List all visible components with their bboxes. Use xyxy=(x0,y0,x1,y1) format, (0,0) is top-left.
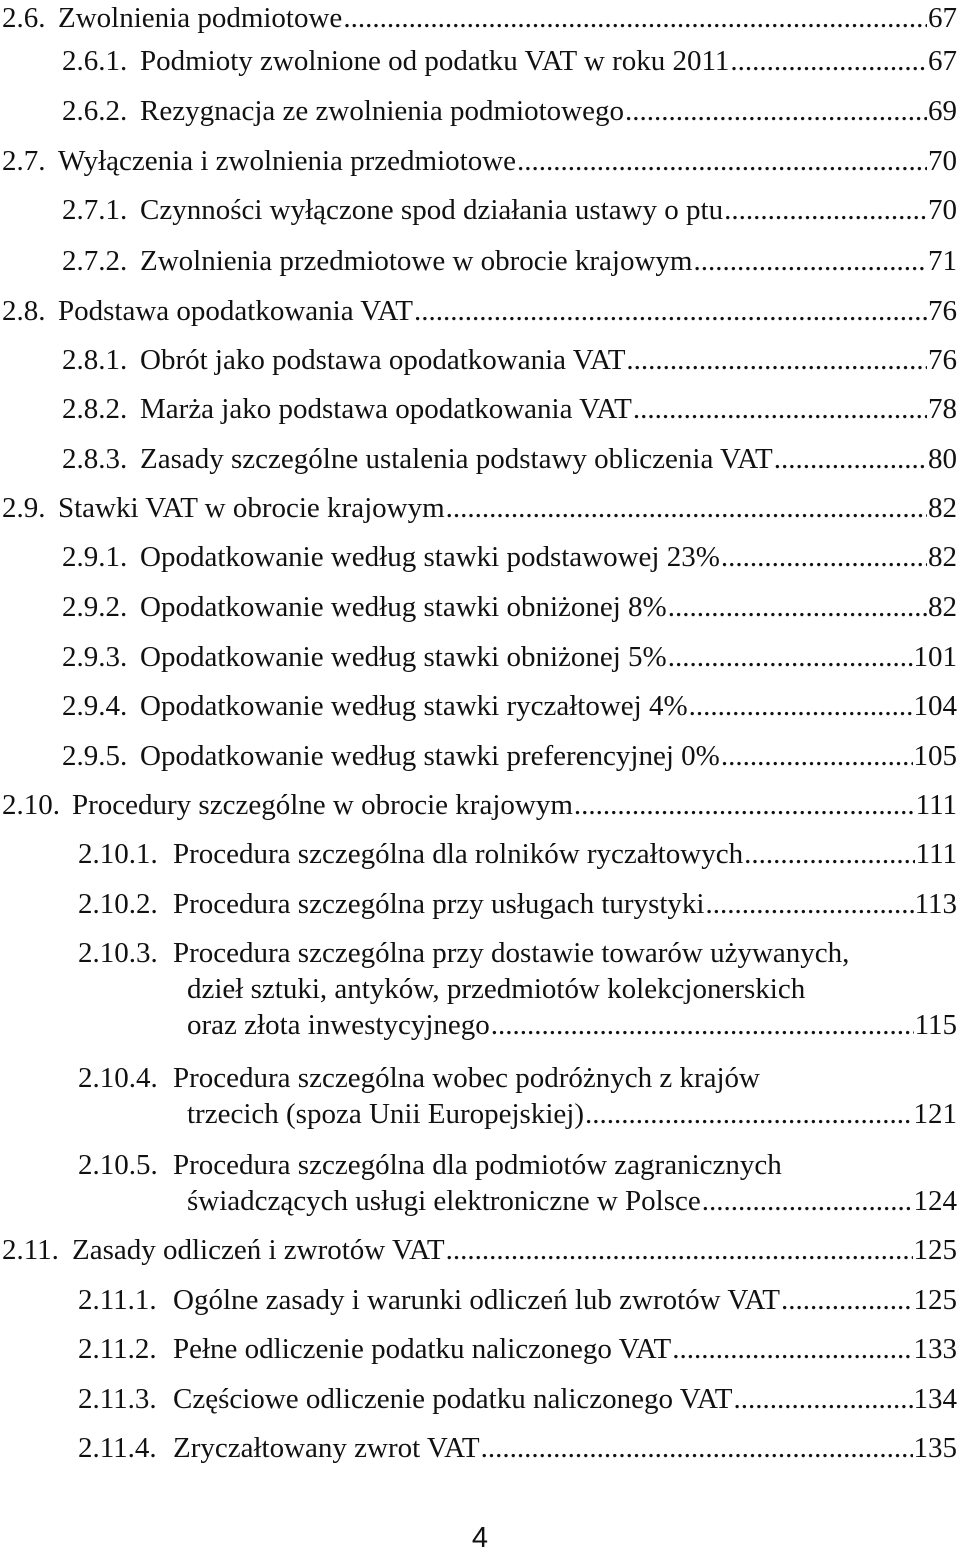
toc-entry-page: 134 xyxy=(913,1383,957,1415)
toc-entry-number: 2.6. xyxy=(2,2,46,34)
toc-entry-page: 105 xyxy=(913,740,957,772)
toc-entry-title: Czynności wyłączone spod działania ustawy o ptu xyxy=(140,194,724,226)
toc-entry-number: 2.11. xyxy=(2,1234,59,1266)
toc-entry-page: 125 xyxy=(913,1284,957,1316)
toc-entry-number: 2.11.1. xyxy=(78,1284,157,1316)
dot-leader xyxy=(774,441,927,477)
dot-leader xyxy=(625,93,927,129)
toc-entry-title: Procedury szczególne w obrocie krajowym xyxy=(72,789,573,821)
dot-leader xyxy=(693,243,927,279)
toc-entry-page: 82 xyxy=(928,492,957,524)
toc-entry-title: Opodatkowanie według stawki podstawowej 23% xyxy=(140,541,720,573)
toc-entry-number: 2.7.1. xyxy=(62,194,128,226)
toc-entry-page: 67 xyxy=(928,45,957,77)
toc-entry-title: Częściowe odliczenie podatku naliczonego VAT xyxy=(173,1383,733,1415)
toc-entry-page: 70 xyxy=(928,145,957,177)
dot-leader xyxy=(414,293,927,329)
dot-leader xyxy=(744,836,915,872)
toc-entry-number: 2.8.3. xyxy=(62,443,128,475)
dot-leader xyxy=(706,886,914,922)
toc-entry-number: 2.11.3. xyxy=(78,1383,157,1415)
toc-entry-title: Zwolnienia przedmiotowe w obrocie krajowym xyxy=(140,245,693,277)
toc-entry-page: 113 xyxy=(914,888,957,920)
toc-entry-page: 69 xyxy=(928,95,957,127)
toc-entry-title: Pełne odliczenie podatku naliczonego VAT xyxy=(173,1333,672,1365)
toc-entry-number: 2.9.3. xyxy=(62,641,128,673)
toc-entry-title: Wyłączenia i zwolnienia przedmiotowe xyxy=(58,145,517,177)
toc-entry-number: 2.10.2. xyxy=(78,888,158,920)
dot-leader xyxy=(517,143,927,179)
toc-entry-title: Opodatkowanie według stawki ryczałtowej 4% xyxy=(140,690,688,722)
toc-entry-title: oraz złota inwestycyjnego xyxy=(187,1009,490,1041)
toc-entry-page: 78 xyxy=(928,393,957,425)
dot-leader xyxy=(672,1331,912,1367)
toc-entry-page: 124 xyxy=(913,1185,957,1217)
toc-entry-number: 2.9.2. xyxy=(62,591,128,623)
toc-entry-number: 2.6.2. xyxy=(62,95,128,127)
toc-entry-title: Stawki VAT w obrocie krajowym xyxy=(58,492,445,524)
toc-entry-title: Zasady odliczeń i zwrotów VAT xyxy=(72,1234,445,1266)
toc-entry-title: Opodatkowanie według stawki preferencyjnej 0% xyxy=(140,740,720,772)
dot-leader xyxy=(491,1007,914,1043)
toc-entry-number: 2.8.2. xyxy=(62,393,128,425)
toc-entry-title: Zwolnienia podmiotowe xyxy=(58,2,343,34)
toc-entry-title: Obrót jako podstawa opodatkowania VAT xyxy=(140,344,626,376)
toc-entry-page: 111 xyxy=(915,838,957,870)
toc-entry-number: 2.7. xyxy=(2,145,46,177)
toc-entry-title: Opodatkowanie według stawki obniżonej 8% xyxy=(140,591,667,623)
toc-entry-page: 82 xyxy=(928,541,957,573)
toc-entry-page: 115 xyxy=(914,1009,957,1041)
toc-entry-number: 2.9.4. xyxy=(62,690,128,722)
dot-leader xyxy=(626,342,927,378)
toc-entry-title: Zryczałtowany zwrot VAT xyxy=(173,1432,480,1464)
dot-leader xyxy=(781,1282,913,1318)
toc-entry-number: 2.10.1. xyxy=(78,838,158,870)
toc-entry-page: 76 xyxy=(928,344,957,376)
toc-entry-title: Procedura szczególna przy dostawie towarów używanych, xyxy=(173,937,850,969)
dot-leader xyxy=(633,391,927,427)
toc-entry-page: 125 xyxy=(913,1234,957,1266)
toc-entry-title: Ogólne zasady i warunki odliczeń lub zwrotów VAT xyxy=(173,1284,780,1316)
dot-leader xyxy=(733,1381,912,1417)
toc-entry-number: 2.9. xyxy=(2,492,46,524)
toc-entry-page: 135 xyxy=(913,1432,957,1464)
dot-leader xyxy=(481,1430,913,1466)
toc-entry-title: Marża jako podstawa opodatkowania VAT xyxy=(140,393,632,425)
dot-leader xyxy=(446,1232,913,1268)
toc-entry-title: Rezygnacja ze zwolnienia podmiotowego xyxy=(140,95,624,127)
toc-entry-title: trzecich (spoza Unii Europejskiej) xyxy=(187,1098,584,1130)
dot-leader xyxy=(724,192,927,228)
toc-entry-title: Procedura szczególna przy usługach turystyki xyxy=(173,888,705,920)
toc-entry-page: 101 xyxy=(913,641,957,673)
toc-entry-title: dzieł sztuki, antyków, przedmiotów kolekcjonerskich xyxy=(187,973,806,1005)
toc-entry-number: 2.6.1. xyxy=(62,45,128,77)
toc-entry-page: 67 xyxy=(928,2,957,34)
dot-leader xyxy=(585,1096,913,1132)
toc-entry-title: Procedura szczególna dla rolników ryczałtowych xyxy=(173,838,744,870)
toc-entry-number: 2.8.1. xyxy=(62,344,128,376)
dot-leader xyxy=(574,787,915,823)
toc-entry-number: 2.11.2. xyxy=(78,1333,157,1365)
toc-entry-page: 121 xyxy=(913,1098,957,1130)
toc-entry-title: Podmioty zwolnione od podatku VAT w roku 2011 xyxy=(140,45,730,77)
toc-entry-title: świadczących usługi elektroniczne w Polsce xyxy=(187,1185,701,1217)
toc-entry-title: Procedura szczególna wobec podróżnych z krajów xyxy=(173,1062,760,1094)
dot-leader xyxy=(668,639,913,675)
toc-entry-title: Procedura szczególna dla podmiotów zagranicznych xyxy=(173,1149,782,1181)
toc-entry-number: 2.10.5. xyxy=(78,1149,158,1181)
toc-entry-page: 111 xyxy=(915,789,957,821)
toc-entry-page: 80 xyxy=(928,443,957,475)
toc-entry-number: 2.11.4. xyxy=(78,1432,157,1464)
toc-entry-page: 76 xyxy=(928,295,957,327)
toc-entry-number: 2.9.5. xyxy=(62,740,128,772)
toc-entry-number: 2.10.3. xyxy=(78,937,158,969)
dot-leader xyxy=(702,1183,913,1219)
toc-entry-number: 2.10. xyxy=(2,789,60,821)
page-number: 4 xyxy=(471,1522,489,1554)
dot-leader xyxy=(730,43,927,79)
toc-entry-title: Podstawa opodatkowania VAT xyxy=(58,295,413,327)
dot-leader xyxy=(668,589,927,625)
dot-leader xyxy=(721,539,927,575)
toc-entry-page: 70 xyxy=(928,194,957,226)
dot-leader xyxy=(343,0,927,36)
dot-leader xyxy=(689,688,913,724)
toc-entry-page: 104 xyxy=(913,690,957,722)
toc-entry-number: 2.7.2. xyxy=(62,245,128,277)
toc-entry-title: Opodatkowanie według stawki obniżonej 5% xyxy=(140,641,667,673)
dot-leader xyxy=(721,738,913,774)
toc-entry-title: Zasady szczególne ustalenia podstawy obliczenia VAT xyxy=(140,443,773,475)
toc-entry-page: 71 xyxy=(928,245,957,277)
toc-entry-page: 82 xyxy=(928,591,957,623)
toc-entry-number: 2.8. xyxy=(2,295,46,327)
toc-entry-number: 2.10.4. xyxy=(78,1062,158,1094)
toc-entry-page: 133 xyxy=(913,1333,957,1365)
toc-entry-number: 2.9.1. xyxy=(62,541,128,573)
dot-leader xyxy=(446,490,927,526)
